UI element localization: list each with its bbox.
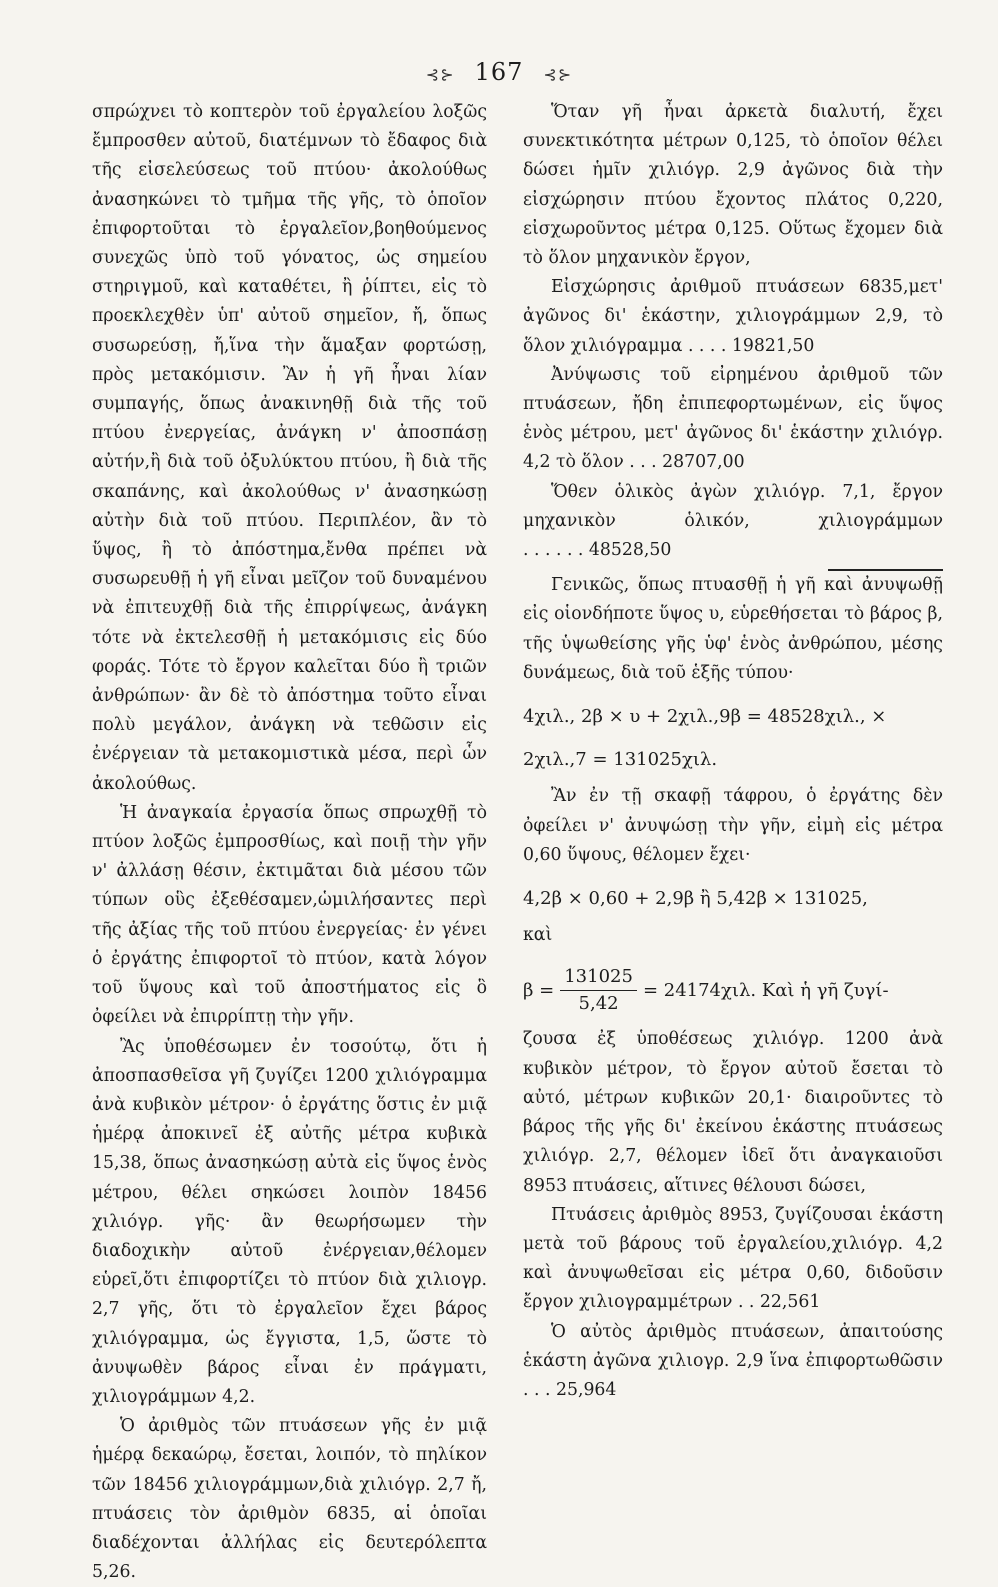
- ornament-left-icon: ⊰⊱: [425, 65, 455, 84]
- calc-entry-insertion-value: . . . . 19821,50: [687, 335, 815, 356]
- right-column: [523, 98, 943, 1405]
- calc-entry-lifted-work-text: Πτυάσεις ἀριθμὸς 8953, ζυγίζουσαι ἑκάστη μετὰ τοῦ βάρους τοῦ ἐργαλείου,χιλιόγρ. 4,2 καὶ ἀνυψωθεῖσαι εἰς μέτρα 0,60, διδοῦσιν ἔργον χιλιογραμμέτρων: [523, 1204, 943, 1313]
- left-paragraph-3: Ἂς ὑποθέσωμεν ἐν τοσούτῳ, ὅτι ἡ ἀποσπασθεῖσα γῆ ζυγίζει 1200 χιλιόγραμμα ἀνὰ κυβικὸν μέτρον· ὁ ἐργάτης ὅστις ἐν μιᾷ ἡμέρᾳ ἀποκινεῖ ἐξ αὐτῆς μέτρα κυβικὰ 15,38, ὅπως ἀνασηκώσῃ αὐτὰ εἰς ὕψος ἑνὸς μέτρου, θέλει σηκώσει λοιπὸν 18456 χιλιόγρ. γῆς· ἂν θεωρήσωμεν τὴν διαδοχικὴν αὐτοῦ ἐνέργειαν,θέλομεν εὑρεῖ,ὅτι ἐπιφορτίζει τὸ πτύον διὰ χιλιογρ. 2,7 γῆς, ὅτι τὸ ἐργαλεῖον ἔχει βάρος χιλιόγραμμα, ὡς ἔγγιστα, 1,5, ὥστε τὸ ἀνυψωθὲν βάρος εἶναι ἐν πράγματι, χιλιογράμμων 4,2.: [92, 1036, 487, 1407]
- right-paragraph-general: Γενικῶς, ὅπως πτυασθῇ ἡ γῆ καὶ ἀνυψωθῇ εἰς οἱονδήποτε ὕψος υ, εὑρεθήσεται τὸ βάρος β, τῆς ὑψωθείσης γῆς ὑφ' ἑνὸς ἀνθρώπου, μέσης δυνάμεως, διὰ τοῦ ἑξῆς τύπου·: [523, 575, 943, 683]
- fraction-denominator: 5,42: [578, 993, 619, 1015]
- calc-entry-total-value: . . . . . . 48528,50: [523, 540, 672, 561]
- calc-entry-loading-effort-value: . . . 25,964: [523, 1379, 617, 1400]
- fraction-numerator: 131025: [560, 964, 637, 991]
- formula-2: 2χιλ.,7 = 131025χιλ.: [523, 749, 718, 771]
- fraction-lhs: β =: [523, 980, 555, 1002]
- ornament-right-icon: ⊰⊱: [543, 65, 573, 84]
- left-paragraph-2: Ἡ ἀναγκαία ἐργασία ὅπως σπρωχθῇ τὸ πτύον λοξῶς ἐμπροσθίως, καὶ ποιῇ τὴν γῆν ν' ἀλλάσῃ θέσιν, ἐκτιμᾶται διὰ μέσου τῶν τύπων οὓς ἐξεθέσαμεν,ὡμιλήσαντες περὶ τῆς ἀξίας τῆς τοῦ πτύου ἐνεργείας· ἐν γένει ὁ ἐργάτης ἐπιφορτοῖ τὸ πτύον, κατὰ λόγον τοῦ ὕψους καὶ τοῦ ἀποστήματος εἰς ὃ ὀφείλει νὰ ἐπιρρίπτῃ τὴν γῆν.: [92, 802, 487, 1028]
- calc-entry-lifting-value: . . . 28707,00: [629, 452, 745, 473]
- fraction: [560, 964, 637, 1017]
- conjunction-kai: καὶ: [523, 925, 553, 946]
- right-paragraph-weight: ζουσα ἐξ ὑποθέσεως χιλιόγρ. 1200 ἀνὰ κυβικὸν μέτρον, τὸ ἔργον αὐτοῦ ἔσεται τὸ αὐτό, μέτρων κυβικῶν 20,1· διαιροῦντες τὸ βάρος τῆς γῆς δι' ἐκείνου ἑκάστης πτυάσεως χιλιόγρ. 2,7, θέλομεν ἰδεῖ ὅτι ἀναγκαιοῦσι 8953 πτυάσεις, αἵτινες θέλουσι δώσει,: [523, 1029, 943, 1196]
- left-paragraph-4: Ὁ ἀριθμὸς τῶν πτυάσεων γῆς ἐν μιᾷ ἡμέρᾳ δεκαώρῳ, ἔσεται, λοιπόν, τὸ πηλίκον τῶν 18456 χιλιογράμμων,διὰ χιλιόγρ. 2,7 ἤ, πτυάσεις τὸν ἀριθμὸν 6835, αἱ ὁποῖαι διαδέχονται ἀλλήλας εἰς δευτερόλεπτα 5,26.: [92, 1416, 487, 1583]
- fraction-rhs: = 24174χιλ. Καὶ ἡ γῆ ζυγί-: [642, 980, 889, 1002]
- calc-entry-lifted-work-value: . . 22,561: [737, 1292, 821, 1313]
- calc-entry-total: [523, 478, 943, 566]
- formula-1: 4χιλ., 2β × υ + 2χιλ.,9β = 48528χιλ., ×: [523, 706, 887, 728]
- page-header: [0, 58, 998, 86]
- right-paragraph-1: Ὅταν γῆ ἦναι ἀρκετὰ διαλυτή, ἔχει συνεκτικότητα μέτρων 0,125, τὸ ὁποῖον θέλει δώσει ἡμῖν χιλιόγρ. 2,9 ἀγῶνος διὰ τὴν εἰσχώρησιν πτύου ἔχοντος πλάτος 0,220, εἰσχωροῦντος μέτρα 0,125. Οὕτως ἔχομεν διὰ τὸ ὅλον μηχανικὸν ἔργον,: [523, 102, 943, 269]
- left-paragraph-1: σπρώχνει τὸ κοπτερὸν τοῦ ἐργαλείου λοξῶς ἔμπροσθεν αὐτοῦ, διατέμνων τὸ ἔδαφος διὰ τῆς εἰσελεύσεως τοῦ πτύου· ἀκολούθως ἀνασηκώνει τὸ τμῆμα τῆς γῆς, τὸ ὁποῖον ἐπιφορτοῦται τὸ ἐργαλεῖον,βοηθούμενος συνεχῶς ὑπὸ τοῦ γόνατος, ὡς σημείου στηριγμοῦ, καὶ καταθέτει, ἢ ῥίπτει, εἰς τὸ προεκλεχθὲν ὑπ' αὐτοῦ σημεῖον, ἤ, ὅπως συσωρεύσῃ, ἤ,ἵνα τὴν ἅμαξαν φορτώσῃ, πρὸς μετακόμισιν. Ἂν ἡ γῆ ἦναι λίαν συμπαγής, ὅπως ἀνακινηθῇ διὰ τῆς τοῦ πτύου ἐνεργείας, ἀνάγκη ν' ἀποσπάσῃ αὐτήν,ἢ διὰ τοῦ ὀξυλύκτου πτύου, ἢ διὰ τῆς σκαπάνης, καὶ ἀκολούθως ν' ἀνασηκώσῃ αὐτὴν διὰ τοῦ πτύου. Περιπλέον, ἂν τὸ ὕψος, ἢ τὸ ἀπόστημα,ἔνθα πρέπει νὰ συσωρευθῇ ἡ γῆ εἶναι μεῖζον τοῦ δυναμένου νὰ ἐπιτευχθῇ διὰ τῆς ἐπιρρίψεως, ἀνάγκη τότε νὰ ἐκτελεσθῇ ἡ μετακόμισις εἰς δύο φοράς. Τότε τὸ ἔργον καλεῖται δύο ἢ τριῶν ἀνθρώπων· ἂν δὲ τὸ ἀπόστημα τοῦτο εἶναι πολὺ μεγάλον, ἀνάγκη νὰ τεθῶσιν εἰς ἐνέργειαν τὰ μετακομιστικὰ μέσα, περὶ ὧν ἀκολούθως.: [92, 102, 487, 794]
- calc-entry-insertion-text: Εἰσχώρησις ἀριθμοῦ πτυάσεων 6835,μετ' ἀγῶνος δι' ἑκάστην, χιλιογράμμων 2,9, τὸ ὅλον χιλιόγραμμα: [523, 277, 943, 356]
- calc-entry-lifting-text: Ἀνύψωσις τοῦ εἰρημένου ἀριθμοῦ τῶν πτυάσεων, ἤδη ἐπιπεφορτωμένων, εἰς ὕψος ἑνὸς μέτρου, μετ' ἀγῶνος δι' ἑκάστην χιλιόγρ. 4,2 τὸ ὅλον: [523, 364, 943, 473]
- calc-entry-insertion: [523, 273, 943, 361]
- calc-entry-lifting: [523, 361, 943, 478]
- calc-entry-loading-effort-text: Ὁ αὐτὸς ἀριθμὸς πτυάσεων, ἀπαιτούσης ἑκάστη ἀγῶνα χιλιογρ. 2,9 ἵνα ἐπιφορτωθῶσιν: [523, 1321, 943, 1371]
- left-column: [92, 98, 487, 1587]
- calc-entry-loading-effort: [523, 1318, 943, 1406]
- formula-3: 4,2β × 0,60 + 2,9β ἢ 5,42β × 131025,: [523, 888, 868, 910]
- calc-entry-lifted-work: [523, 1201, 943, 1318]
- fraction-equation: [523, 964, 943, 1017]
- calc-entry-total-text: Ὅθεν ὁλικὸς ἀγὼν χιλιόγρ. 7,1, ἔργον μηχανικὸν ὁλικόν, χιλιογράμμων: [523, 481, 943, 531]
- page-number: 167: [474, 58, 524, 86]
- right-paragraph-trench: Ἂν ἐν τῇ σκαφῇ τάφρου, ὁ ἐργάτης δὲν ὀφείλει ν' ἀνυψώσῃ τὴν γῆν, εἰμὴ εἰς μέτρα 0,60 ὕψους, θέλομεν ἔχει·: [523, 786, 943, 865]
